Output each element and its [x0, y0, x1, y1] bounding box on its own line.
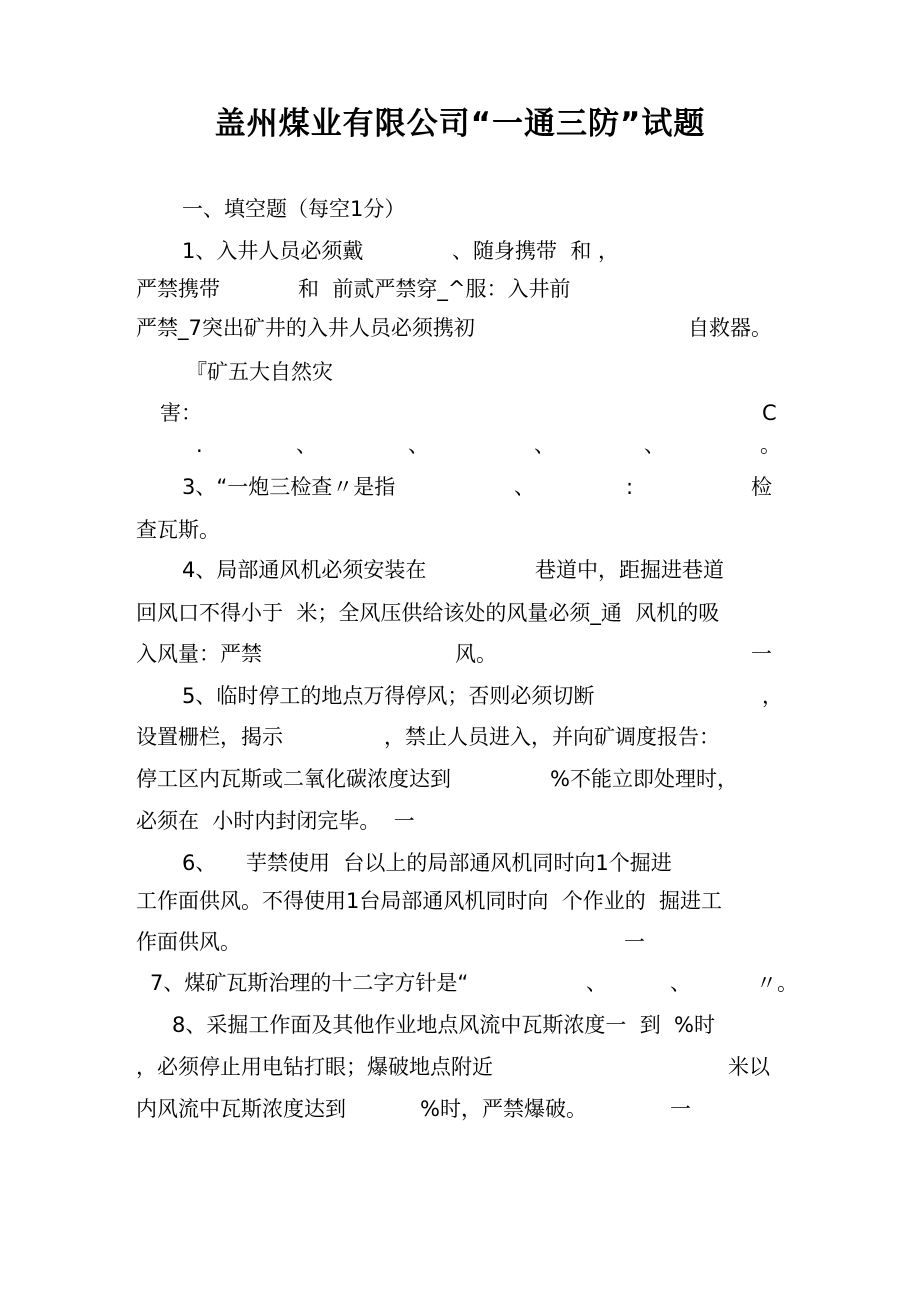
q3-line1-part4: 检: [751, 475, 772, 499]
q4-line3-part3: 一: [751, 642, 772, 666]
q6-line1-part2: 芋禁使用 台以上的局部通风机同时向1个掘进: [246, 851, 672, 875]
q2-blank-mark-4: 、: [534, 433, 555, 457]
q7-line1-part1: 7、煤矿瓦斯治理的十二字方针是“: [150, 971, 469, 995]
q2-line2-part2: C: [762, 401, 777, 425]
q4-line1-part1: 4、局部通风机必须安装在: [182, 558, 427, 582]
q4-line3-part1: 入风量：严禁: [136, 642, 262, 666]
q5-line4: 必须在 小时内封闭完毕。 一: [136, 809, 415, 833]
q5-line3-part1: 停工区内瓦斯或二氧化碳浓度达到: [136, 767, 451, 791]
q8-line3-part2: %时，严禁爆破。: [420, 1097, 587, 1121]
q5-line2-part1: 设置栅栏，揭示: [136, 725, 283, 749]
q3-line1-part1: 3、“一炮三检查〃是指: [182, 475, 396, 499]
q2-blank-mark-3: 、: [408, 433, 429, 457]
q3-line1-part3: :: [626, 475, 634, 499]
q2-blank-mark-5: 、: [644, 433, 665, 457]
section-heading: 一、填空题（每空1分）: [182, 197, 406, 221]
q1-line2-part1: 严禁携带: [136, 277, 220, 301]
q3-line1-part2: 、: [514, 475, 535, 499]
q2-blank-mark-6: 。: [760, 433, 781, 457]
q6-line3-part1: 作面供风。: [136, 930, 241, 954]
q8-line2-part2: 米以: [728, 1055, 770, 1079]
q5-line1-part1: 5、临时停工的地点万得停风；否则必须切断: [182, 684, 595, 708]
q4-line2: 回风口不得小于 米；全风压供给该处的风量必须_通 风机的吸: [136, 601, 720, 625]
q8-line2-part1: ，必须停止用电钻打眼；爆破地点附近: [136, 1055, 493, 1079]
q6-line2: 工作面供风。不得使用1台局部通风机同时向 个作业的 掘进工: [136, 889, 723, 913]
q2-blank-mark-1: .: [196, 433, 203, 457]
q8-line1: 8、采掘工作面及其他作业地点风流中瓦斯浓度一 到 %时: [172, 1013, 716, 1037]
q1-line1-part2: 、随身携带 和 ，: [452, 239, 620, 263]
q5-line1-part2: ，: [762, 684, 783, 708]
q2-blank-mark-2: 、: [296, 433, 317, 457]
q7-line1-part2: 、: [586, 971, 607, 995]
document-title: 盖州煤业有限公司“一通三防”试题: [214, 106, 706, 142]
q1-line1-part1: 1、入井人员必须戴: [182, 239, 364, 263]
q1-line3-part1: 严禁_7突出矿井的入井人员必须携初: [136, 316, 475, 340]
q8-line3-part1: 内风流中瓦斯浓度达到: [136, 1097, 346, 1121]
q6-line1-part1: 6、: [182, 851, 217, 875]
q5-line2-part2: ，禁止人员进入，并向矿调度报告：: [384, 725, 720, 749]
q2-line2-part1: 害：: [160, 401, 202, 425]
q8-line3-part3: 一: [670, 1097, 691, 1121]
q5-line3-part2: %不能立即处理时，: [550, 767, 738, 791]
q6-line3-part2: 一: [624, 930, 645, 954]
q7-line1-part4: 〃。: [756, 971, 798, 995]
q4-line1-part2: 巷道中，距掘进巷道: [535, 558, 724, 582]
q3-line2: 查瓦斯。: [136, 518, 220, 542]
q7-line1-part3: 、: [670, 971, 691, 995]
q1-line3-part2: 自救器。: [688, 316, 772, 340]
q2-line1: 『矿五大自然灾: [186, 360, 333, 384]
q4-line3-part2: 风。: [455, 642, 497, 666]
q1-line2-part2: 和 前贰严禁穿_^服：入井前: [298, 277, 571, 301]
